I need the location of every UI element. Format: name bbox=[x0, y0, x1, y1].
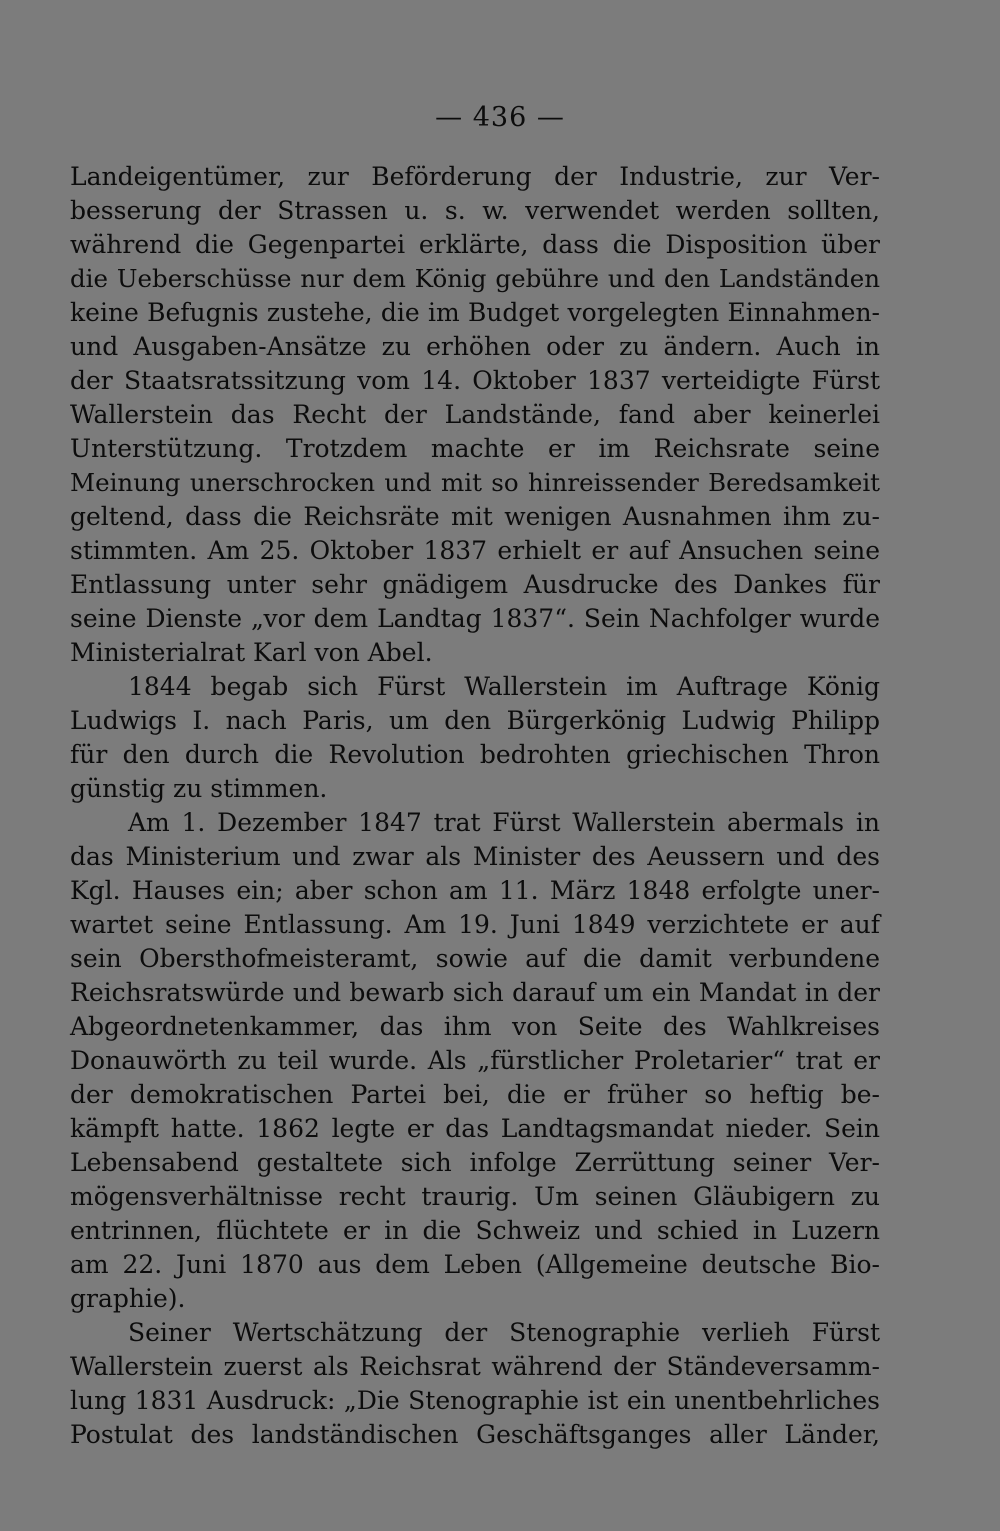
text-line: Postulat des landständischen Geschäftsganges aller Länder, bbox=[70, 1420, 880, 1449]
text-line: lung 1831 Ausdruck: „Die Stenographie ist ein unentbehrliches bbox=[70, 1386, 880, 1415]
text-line: Lebensabend gestaltete sich infolge Zerrüttung seiner Ver- bbox=[70, 1148, 880, 1177]
page-number: — 436 — bbox=[435, 102, 565, 133]
text-line: Kgl. Hauses ein; aber schon am 11. März 1848 erfolgte uner- bbox=[70, 876, 880, 905]
body-text bbox=[70, 160, 880, 1452]
text-line: Ministerialrat Karl von Abel. bbox=[70, 638, 433, 667]
text-line: Abgeordnetenkammer, das ihm von Seite des Wahlkreises bbox=[70, 1012, 880, 1041]
text-line: Wallerstein das Recht der Landstände, fand aber keinerlei bbox=[70, 400, 880, 429]
text-line: der demokratischen Partei bei, die er früher so heftig be- bbox=[70, 1080, 880, 1109]
text-line: die Ueberschüsse nur dem König gebühre und den Landständen bbox=[70, 264, 880, 293]
text-line: Ludwigs I. nach Paris, um den Bürgerkönig Ludwig Philipp bbox=[70, 706, 880, 735]
text-line: und Ausgaben-Ansätze zu erhöhen oder zu ändern. Auch in bbox=[70, 332, 880, 361]
text-line: Unterstützung. Trotzdem machte er im Reichsrate seine bbox=[70, 434, 880, 463]
text-line: Meinung unerschrocken und mit so hinreissender Beredsamkeit bbox=[70, 468, 880, 497]
text-line: das Ministerium und zwar als Minister des Aeussern und des bbox=[70, 842, 880, 871]
text-line: Wallerstein zuerst als Reichsrat während der Ständeversamm- bbox=[70, 1352, 880, 1381]
text-line: entrinnen, flüchtete er in die Schweiz und schied in Luzern bbox=[70, 1216, 880, 1245]
text-line: günstig zu stimmen. bbox=[70, 774, 328, 803]
text-line: am 22. Juni 1870 aus dem Leben (Allgemeine deutsche Bio- bbox=[70, 1250, 880, 1279]
text-line: wartet seine Entlassung. Am 19. Juni 1849 verzichtete er auf bbox=[70, 910, 880, 939]
text-line: graphie). bbox=[70, 1284, 186, 1313]
text-line: Donauwörth zu teil wurde. Als „fürstlicher Proletarier“ trat er bbox=[70, 1046, 880, 1075]
text-line: stimmten. Am 25. Oktober 1837 erhielt er auf Ansuchen seine bbox=[70, 536, 880, 565]
text-line: Reichsratswürde und bewarb sich darauf um ein Mandat in der bbox=[70, 978, 880, 1007]
text-line: Entlassung unter sehr gnädigem Ausdrucke des Dankes für bbox=[70, 570, 880, 599]
text-line: keine Befugnis zustehe, die im Budget vorgelegten Einnahmen- bbox=[70, 298, 880, 327]
text-line: mögensverhältnisse recht traurig. Um seinen Gläubigern zu bbox=[70, 1182, 880, 1211]
text-line: Seiner Wertschätzung der Stenographie verlieh Fürst bbox=[128, 1318, 880, 1347]
text-line: während die Gegenpartei erklärte, dass die Disposition über bbox=[70, 230, 880, 259]
text-line: geltend, dass die Reichsräte mit wenigen Ausnahmen ihm zu- bbox=[70, 502, 880, 531]
text-line: Landeigentümer, zur Beförderung der Industrie, zur Ver- bbox=[70, 162, 880, 191]
text-line: Am 1. Dezember 1847 trat Fürst Wallerstein abermals in bbox=[128, 808, 880, 837]
text-line: kämpft hatte. 1862 legte er das Landtagsmandat nieder. Sein bbox=[70, 1114, 880, 1143]
text-line: sein Obersthofmeisteramt, sowie auf die damit verbundene bbox=[70, 944, 880, 973]
text-line: besserung der Strassen u. s. w. verwendet werden sollten, bbox=[70, 196, 880, 225]
text-line: seine Dienste „vor dem Landtag 1837“. Sein Nachfolger wurde bbox=[70, 604, 880, 633]
text-line: 1844 begab sich Fürst Wallerstein im Auftrage König bbox=[128, 672, 880, 701]
text-line: für den durch die Revolution bedrohten griechischen Thron bbox=[70, 740, 880, 769]
text-line: der Staatsratssitzung vom 14. Oktober 1837 verteidigte Fürst bbox=[70, 366, 880, 395]
